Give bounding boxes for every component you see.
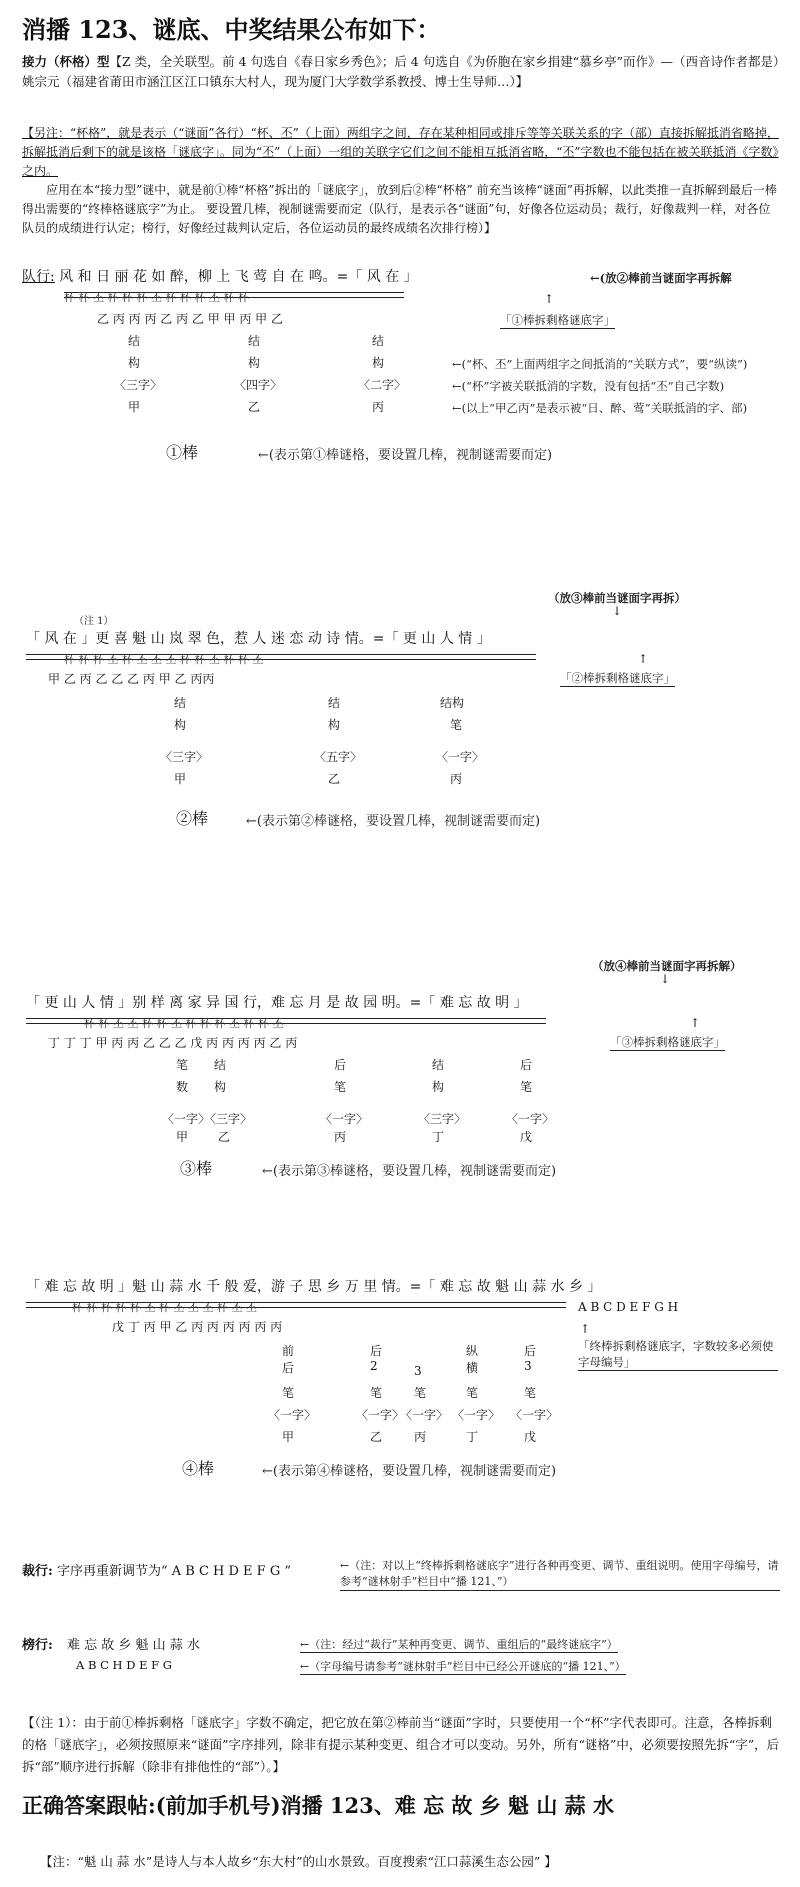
rod-3-group-5-v: 后 <box>520 1058 533 1072</box>
rod-3-group-5-tag: 戊 <box>520 1130 533 1144</box>
rod-4-group-1-tag: 甲 <box>282 1430 295 1444</box>
rod-2-top-note: （放③棒前当谜面字再拆） <box>548 591 686 605</box>
rod-3-group-3-count: 〈一字〉 <box>320 1112 369 1126</box>
rod-1-group-3-v: 结 <box>372 334 385 348</box>
ranking-row-text: 难 忘 故 乡 魁 山 蒜 水 <box>66 1638 200 1653</box>
rod-2-group-1-count: 〈三字〉 <box>160 750 209 764</box>
rod-3-group-5-w: 笔 <box>520 1080 533 1094</box>
rod-2-strike-row: 杯 杯 杯 丕 杯 丕 丕 丕 杯 杯 丕 杯 杯 丕 <box>64 653 264 666</box>
rod-2-down-arrow: ↓ <box>612 604 623 618</box>
rod-4-riddle-line: 「 难 忘 故 明 」魁 山 蒜 水 千 般 爱，游 子 思 乡 万 里 情。=「 难 忘 故 魁 山 蒜 水 乡 」 <box>26 1279 602 1295</box>
rod-2-group-2-v: 结 <box>328 696 341 710</box>
rod-3-sub-row: 丁 丁 丁 甲 丙 丙 乙 乙 乙 戊 丙 丙 丙 丙 乙 丙 <box>48 1036 298 1050</box>
rod-4-group-2-tag: 乙 <box>370 1430 383 1444</box>
rod-2-group-1-w: 构 <box>174 718 187 732</box>
notice-block <box>22 124 782 238</box>
rod-4-group-4-v: 纵横 <box>466 1344 479 1375</box>
rod-2-group-3-w: 笔 <box>450 718 463 732</box>
rod-2-group-1-v: 结 <box>174 696 187 710</box>
rod-4-group-4-tag: 丁 <box>466 1430 479 1444</box>
rod-2-group-3-count: 〈一字〉 <box>436 750 485 764</box>
rod-3-group-2-w: 构 <box>214 1080 227 1094</box>
rod-3-group-4-count: 〈三字〉 <box>418 1112 467 1126</box>
intro-label: 接力（杯格）型 <box>22 54 110 69</box>
rod-3-group-1-count: 〈一字〉 <box>162 1112 211 1126</box>
rod-4-group-3-count: 〈一字〉 <box>400 1408 449 1422</box>
rod-3-up-arrow: ↑ <box>690 1016 701 1030</box>
rod-1-label-note: ←(表示第①棒谜格，要设置几棒，视制谜需要而定) <box>258 448 553 463</box>
rod-1-strike-row: 杯 杯 丕 杯 杯 杯 丕 杯 杯 杯 丕 杯 杯 <box>64 291 249 304</box>
rod-3-group-5-count: 〈一字〉 <box>506 1112 555 1126</box>
rod-4-group-5-count: 〈一字〉 <box>510 1408 559 1422</box>
rod-4-letter-row: A B C D E F G H <box>578 1300 679 1314</box>
rod-2-group-1-tag: 甲 <box>174 772 187 786</box>
rod-1-group-2-count: 〈四字〉 <box>234 378 283 392</box>
rod-3-group-4-w: 构 <box>432 1080 445 1094</box>
rod-4-remainder-label: 「终棒拆剩格谜底字，字数较多必须使字母编号」 <box>578 1338 778 1371</box>
page-title: 消播 123、谜底、中奖结果公布如下： <box>22 15 441 44</box>
rod-1-group-2-tag: 乙 <box>248 400 261 414</box>
rod-3-group-2-tag: 乙 <box>218 1130 231 1144</box>
ranking-row-label: 榜行: <box>22 1638 53 1653</box>
notice-p1: 【另注：“杯格”，就是表示（“谜面”各行）“杯、丕”（上面）两组字之间，存在某种相同或排斥等等关联关系的字（部）直接拆解抵消省略掉，拆解抵消后剩下的就是该格「谜底字」。同为“丕”（上面）一组的关联字它们之间不能相互抵消省略，“丕”字数也不能包括在被关联抵消《字数》之内。 <box>22 126 779 178</box>
rod-2-sub-row: 甲 乙 丙 乙 乙 乙 丙 甲 乙 丙丙 <box>48 672 215 686</box>
notice-p2: 应用在本“接力型”谜中，就是前①棒“杯格”拆出的「谜底字」，放到后②棒“杯格” 前充当该棒“谜面”再拆解，以此类推一直拆解到最后一棒得出需要的“终棒格谜底字”为止。 要设置几棒，视制谜需要而定（队行，是表示各“谜面”句，好像各位运动员；裁行，好像裁判一样，对各位队员的成绩进行认定；榜行，好像经过裁判认定后，各位运动员的最终成绩名次排行榜）】 <box>22 183 777 235</box>
rod-4-label: ④棒 <box>182 1459 215 1478</box>
rod-1-note-3: ←(以上“甲乙丙”是表示被“日、醉、莺”关联抵消的字、部) <box>452 401 748 415</box>
judge-row-note: ←（注：对以上“终棒拆剩格谜底字”进行各种再变更、调节、重组说明。使用字母编号，请参考“谜林射手”栏目中“播 121、”） <box>340 1558 780 1591</box>
rod-2-group-2-tag: 乙 <box>328 772 341 786</box>
ranking-row-note-2: ←（字母编号请参考“谜林射手”栏目中已经公开谜底的“播 121、”） <box>300 1660 626 1673</box>
rod-1-label: ①棒 <box>166 443 199 462</box>
rod-4-group-1-w: 笔 <box>282 1386 295 1400</box>
rod-2-group-3-tag: 丙 <box>450 772 463 786</box>
rod-4-strike-row: 杯 杯 杯 杯 杯 丕 杯 丕 丕 丕 杯 丕 丕 <box>72 1301 257 1314</box>
rod-4-group-5-v: 后 3 <box>524 1344 537 1373</box>
rod-1-group-1-tag: 甲 <box>128 400 141 414</box>
rod-2-group-2-count: 〈五字〉 <box>314 750 363 764</box>
rod-3-group-3-w: 笔 <box>334 1080 347 1094</box>
rod-1-group-3-count: 〈二字〉 <box>358 378 407 392</box>
rod-3-group-4-tag: 丁 <box>432 1130 445 1144</box>
rod-3-group-3-v: 后 <box>334 1058 347 1072</box>
rod-1-group-2-w: 构 <box>248 356 261 370</box>
rod-1-up-arrow: ↑ <box>544 292 555 306</box>
rod-2-footnote-mark: （注 1） <box>74 616 114 627</box>
rod-1-group-3-tag: 丙 <box>372 400 385 414</box>
rod-3-group-3-tag: 丙 <box>334 1130 347 1144</box>
answer-note: 【注：“魁 山 蒜 水”是诗人与本人故乡“东大村”的山水景致。百度搜索“江口蒜溪生态公园” 】 <box>40 1854 557 1869</box>
team-row-label: 队行: <box>22 269 55 285</box>
judge-row-label: 裁行: <box>22 1564 53 1579</box>
rod-3-group-1-v: 笔 <box>176 1058 189 1072</box>
rod-4-up-arrow: ↑ <box>580 1322 591 1336</box>
rod-4-label-note: ←(表示第④棒谜格，要设置几棒，视制谜需要而定) <box>262 1464 557 1479</box>
rod-1-group-3-w: 构 <box>372 356 385 370</box>
rod-2-up-arrow: ↑ <box>638 652 649 666</box>
rod-4-group-2-w: 笔 <box>370 1386 383 1400</box>
rod-1-sub-row: 乙 丙 丙 丙 乙 丙 乙 甲 甲 丙 甲 乙 <box>97 312 283 326</box>
rod-4-group-2-v: 后 2 <box>370 1344 383 1373</box>
rod-2-riddle-line: 「 风 在 」更 喜 魁 山 岚 翠 色，惹 人 迷 恋 动 诗 情。=「 更 山 人 情 」 <box>26 631 491 647</box>
intro-paragraph <box>22 52 782 92</box>
ranking-row-letters: A B C H D E F G <box>76 1658 172 1672</box>
rod-2-remainder-label: 「②棒拆剩格谜底字」 <box>560 671 675 685</box>
rod-4-group-3-tag: 丙 <box>414 1430 427 1444</box>
rod-3-top-note: （放④棒前当谜面字再拆解） <box>592 959 742 973</box>
rod-2-group-3-v: 结构 <box>440 696 465 710</box>
rod-1-remainder-label: 「①棒拆剩格谜底字」 <box>500 313 615 327</box>
rod-1-note-2: ←(“杯”字被关联抵消的字数，没有包括“丕”自己字数) <box>452 379 725 393</box>
rod-3-strike-row: 杯 杯 丕 丕 杯 杯 丕 杯 杯 杯 丕 杯 杯 丕 <box>84 1017 284 1030</box>
rod-4-group-2-count: 〈一字〉 <box>356 1408 405 1422</box>
rod-1-group-1-v: 结 <box>128 334 141 348</box>
rod-3-label-note: ←(表示第③棒谜格，要设置几棒，视制谜需要而定) <box>262 1164 557 1179</box>
rod-4-group-3-w: 笔 <box>414 1386 427 1400</box>
rod-3-group-1-w: 数 <box>176 1080 189 1094</box>
rod-3-group-2-count: 〈三字〉 <box>204 1112 253 1126</box>
rod-4-group-4-count: 〈一字〉 <box>452 1408 501 1422</box>
rod-4-group-3-v: 3 <box>414 1364 422 1378</box>
rod-2-label-note: ←(表示第②棒谜格，要设置几棒，视制谜需要而定) <box>246 814 541 829</box>
rod-3-label: ③棒 <box>180 1159 213 1178</box>
rod-3-down-arrow: ↓ <box>660 972 671 986</box>
rod-3-remainder-label: 「③棒拆剩格谜底字」 <box>610 1035 725 1049</box>
rod-4-group-4-w: 笔 <box>466 1386 479 1400</box>
rod-1-riddle-line: 风 和 日 丽 花 如 醉，柳 上 飞 莺 自 在 鸣。=「 风 在 」 <box>59 269 418 285</box>
rod-2-group-2-w: 构 <box>328 718 341 732</box>
footnote-paragraph: 【（注 1）：由于前①棒拆剩格「谜底字」字数不确定，把它放在第②棒前当“谜面”字时，只要使用一个“杯”字代表即可。注意，各棒拆剩的格「谜底字」，必须按照原来“谜面”字序排列，除非有提示某种变更、组合才可以变动。另外，所有“谜格”中，必须要按照先拆“字”，后拆“部”顺序进行拆解（除非有排他性的“部”）。】 <box>22 1715 780 1774</box>
rod-4-sub-row: 戊 丁 丙 甲 乙 丙 丙 丙 丙 丙 丙 <box>112 1320 283 1334</box>
rod-1-arrow-note: ←(放②棒前当谜面字再拆解 <box>590 271 732 285</box>
rod-4-group-5-tag: 戊 <box>524 1430 537 1444</box>
rod-4-group-1-count: 〈一字〉 <box>268 1408 317 1422</box>
rod-3-group-4-v: 结 <box>432 1058 445 1072</box>
answer-line: 正确答案跟帖:(前加手机号)消播 123、难 忘 故 乡 魁 山 蒜 水 <box>22 1793 614 1818</box>
rod-3-group-1-tag: 甲 <box>176 1130 189 1144</box>
rod-1-group-1-w: 构 <box>128 356 141 370</box>
judge-row-text: 字序再重新调节为“ A B C H D E F G ” <box>56 1564 291 1579</box>
rod-4-group-1-v: 前后 <box>282 1344 295 1375</box>
rod-4-group-5-w: 笔 <box>524 1386 537 1400</box>
rod-1-note-1: ←(“杯、丕”上面两组字之间抵消的“关联方式”，要“纵读”) <box>452 357 748 371</box>
rod-1-group-1-count: 〈三字〉 <box>114 378 163 392</box>
rod-2-label: ②棒 <box>176 809 209 828</box>
intro-text: 【Z 类，全关联型。前 4 句选自《春日家乡秀色》；后 4 句选自《为侨胞在家乡捐建“慕乡亭”而作》—（西音诗作者都是）姚宗元（福建省莆田市涵江区江口镇东大村人，现为厦门大学数学系教授、博士生导师…）】 <box>22 54 780 89</box>
ranking-row-note-1: ←（注：经过“裁行”某种再变更、调节、重组后的“最终谜底字”） <box>300 1638 618 1651</box>
rod-3-group-2-v: 结 <box>214 1058 227 1072</box>
rod-3-riddle-line: 「 更 山 人 情 」别 样 离 家 异 国 行，难 忘 月 是 故 园 明。=「 难 忘 故 明 」 <box>26 995 528 1011</box>
rod-1-group-2-v: 结 <box>248 334 261 348</box>
